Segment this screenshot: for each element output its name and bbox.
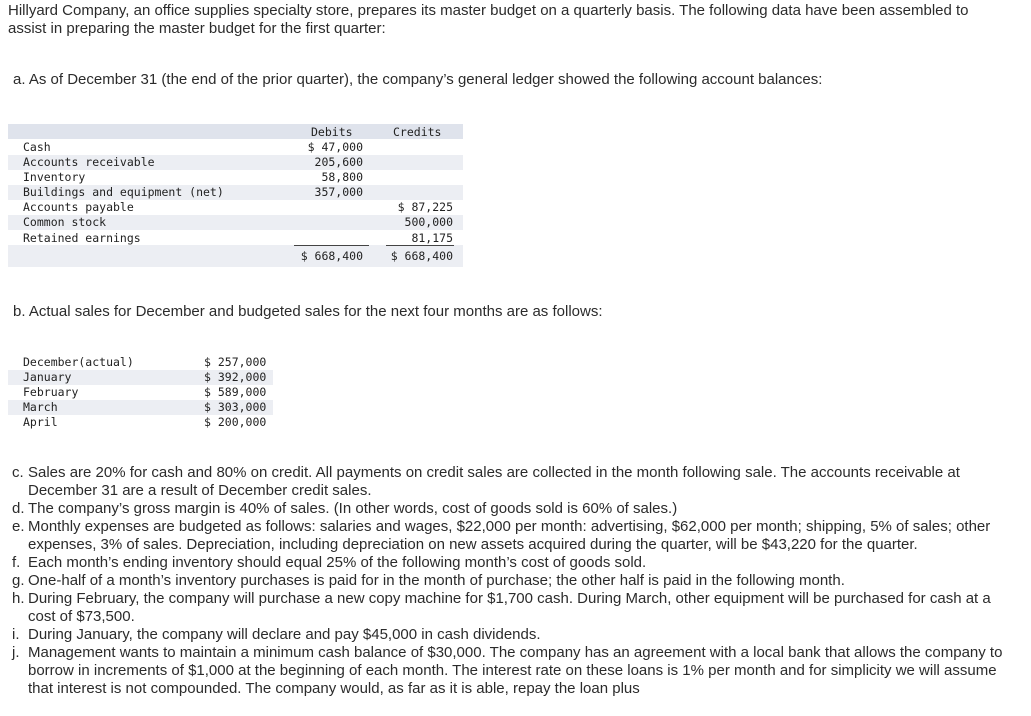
sales-amount: $ 589,000 bbox=[204, 385, 267, 399]
item-letter: g. bbox=[12, 572, 25, 589]
item-letter: i. bbox=[12, 626, 20, 643]
assumptions-list bbox=[12, 464, 1022, 698]
ledger-account: Common stock bbox=[23, 215, 107, 229]
ledger-account: Accounts receivable bbox=[23, 155, 155, 169]
item-text: During January, the company will declare and pay $45,000 in cash dividends. bbox=[28, 626, 541, 643]
sales-amount: $ 200,000 bbox=[204, 415, 267, 429]
ledger-row bbox=[8, 155, 463, 170]
item-text: During February, the company will purchase a new copy machine for $1,700 cash. During March, other equipment will be purchased for cash at a cost of $73,500. bbox=[28, 590, 991, 625]
ledger-credit: 500,000 bbox=[404, 215, 453, 229]
item-h bbox=[12, 590, 1022, 626]
part-a-text: a. As of December 31 (the end of the prior quarter), the company’s general ledger showed the following account balances: bbox=[13, 71, 823, 88]
item-text: One-half of a month’s inventory purchases is paid for in the month of purchase; the other half is paid in the following month. bbox=[28, 572, 845, 589]
item-letter: f. bbox=[12, 554, 21, 571]
ledger-account: Buildings and equipment (net) bbox=[23, 185, 224, 199]
sales-row bbox=[8, 370, 273, 385]
sales-amount: $ 303,000 bbox=[204, 400, 267, 414]
sales-month: January bbox=[23, 370, 72, 384]
sales-month: December(actual) bbox=[23, 355, 134, 369]
item-i bbox=[12, 626, 1022, 644]
ledger-total-row bbox=[8, 245, 463, 267]
ledger-debit: 205,600 bbox=[314, 155, 363, 169]
ledger-account: Accounts payable bbox=[23, 200, 134, 214]
sales-month: March bbox=[23, 400, 58, 414]
sales-month: April bbox=[23, 415, 58, 429]
debit-total-rule bbox=[294, 245, 369, 246]
ledger-credit: 81,175 bbox=[411, 231, 453, 245]
item-letter: c. bbox=[12, 464, 24, 481]
item-j bbox=[12, 644, 1022, 698]
item-text: Management wants to maintain a minimum cash balance of $30,000. The company has an agreement with a local bank that allows the company to borrow in increments of $1,000 at the beginning of each month. The interest rate on these loans is 1% per month and for simplicity we will assume that interest is not compounded. The company would, as far as it is able, repay the loan plus bbox=[28, 644, 1003, 697]
item-d bbox=[12, 500, 1022, 518]
intro-paragraph: Hillyard Company, an office supplies specialty store, prepares its master budget on a quarterly basis. The following data have been assembled to assist in preparing the master budget for the first quarter: bbox=[8, 2, 969, 37]
item-text: Sales are 20% for cash and 80% on credit. All payments on credit sales are collected in the month following sale. The accounts receivable at December 31 are a result of December credit sales. bbox=[28, 464, 960, 499]
item-text: Each month’s ending inventory should equal 25% of the following month’s cost of goods sold. bbox=[28, 554, 647, 571]
item-letter: e. bbox=[12, 518, 25, 535]
ledger-debit: 58,800 bbox=[321, 170, 363, 184]
item-c bbox=[12, 464, 1022, 500]
ledger-total-credit: $ 668,400 bbox=[390, 249, 453, 263]
item-letter: h. bbox=[12, 590, 25, 607]
ledger-col-debits: Debits bbox=[311, 125, 353, 139]
ledger-credit: $ 87,225 bbox=[397, 200, 453, 214]
ledger-row bbox=[8, 231, 463, 246]
item-letter: j. bbox=[12, 644, 20, 661]
ledger-account: Inventory bbox=[23, 170, 86, 184]
ledger-account: Retained earnings bbox=[23, 231, 141, 245]
ledger-total-debit: $ 668,400 bbox=[300, 249, 363, 263]
part-b-text: b. Actual sales for December and budgeted sales for the next four months are as follows: bbox=[13, 303, 603, 320]
item-e bbox=[12, 518, 1022, 554]
ledger-account: Cash bbox=[23, 140, 51, 154]
sales-row bbox=[8, 355, 273, 370]
sales-amount: $ 257,000 bbox=[204, 355, 267, 369]
item-text: Monthly expenses are budgeted as follows: salaries and wages, $22,000 per month: advertising, $62,000 per month; shipping, 5% of sales; other expenses, 3% of sales. Depreciation, including depreciation on new assets acquired during the quarter, will be $43,220 for the quarter. bbox=[28, 518, 991, 553]
sales-amount: $ 392,000 bbox=[204, 370, 267, 384]
sales-row bbox=[8, 385, 273, 400]
item-letter: d. bbox=[12, 500, 25, 517]
sales-row bbox=[8, 400, 273, 415]
sales-row bbox=[8, 415, 273, 430]
ledger-row bbox=[8, 170, 463, 185]
ledger-row bbox=[8, 185, 463, 200]
item-f bbox=[12, 554, 1022, 572]
ledger-debit: $ 47,000 bbox=[307, 140, 363, 154]
ledger-debit: 357,000 bbox=[314, 185, 363, 199]
item-text: The company’s gross margin is 40% of sales. (In other words, cost of goods sold is 60% of sales.) bbox=[28, 500, 678, 517]
ledger-table bbox=[8, 124, 463, 269]
ledger-row bbox=[8, 200, 463, 215]
ledger-row bbox=[8, 140, 463, 155]
sales-month: February bbox=[23, 385, 79, 399]
credit-total-rule bbox=[386, 245, 454, 246]
ledger-col-credits: Credits bbox=[393, 125, 442, 139]
item-g bbox=[12, 572, 1022, 590]
ledger-row bbox=[8, 215, 463, 230]
